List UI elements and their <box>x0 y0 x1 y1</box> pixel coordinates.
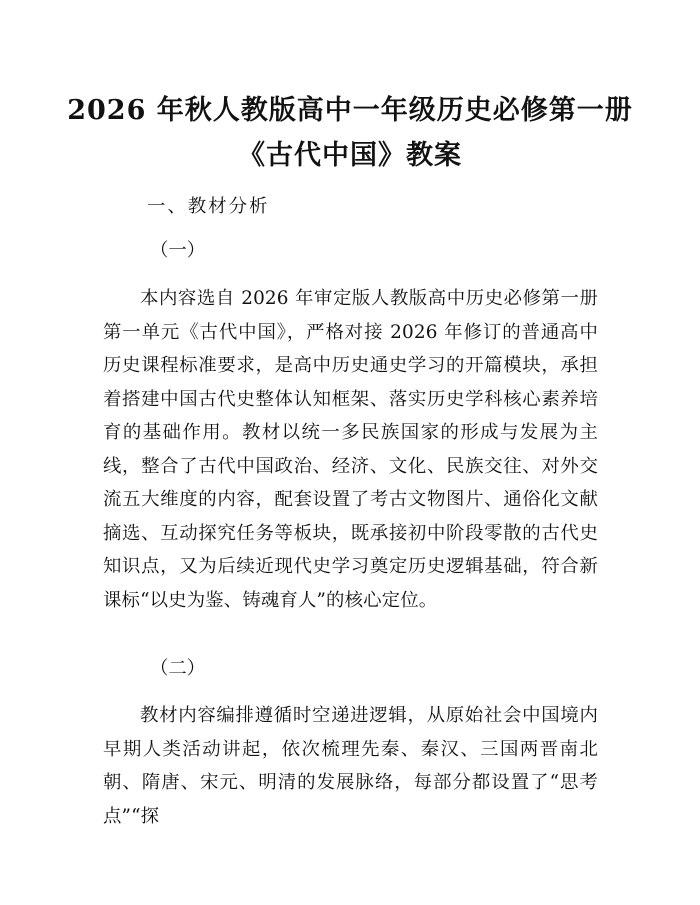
subsection-heading-2: （二） <box>150 658 206 679</box>
paragraph-1: 本内容选自 2026 年审定版人教版高中历史必修第一册第一单元《古代中国》，严格对接 2026 年修订的普通高中历史课程标准要求，是高中历史通史学习的开篇模块，承担着搭建中国古代史整体认知框架、落实历史学科核心素养培育的基础作用。教材以统一多民族国家的形成与发展为主线，整合了古代中国政治、经济、文化、民族交往、对外交流五大维度的内容，配套设置了考古文物图片、通俗化文献摘选、互动探究任务等板块，既承接初中阶段零散的古代史知识点，又为后续近现代史学习奠定历史逻辑基础，符合新课标“以史为鉴、铸魂育人”的核心定位。 <box>103 288 598 611</box>
subsection-heading-1: （一） <box>150 240 206 261</box>
document-title-line-1: 2026 年秋人教版高中一年级历史必修第一册 <box>67 95 633 126</box>
section-heading: 一、教材分析 <box>147 196 270 217</box>
document-title-line-2: 《古代中国》教案 <box>238 140 462 171</box>
paragraph-2: 教材内容编排遵循时空递进逻辑，从原始社会中国境内早期人类活动讲起，依次梳理先秦、秦汉、三国两晋南北朝、隋唐、宋元、明清的发展脉络，每部分都设置了“思考点”“探 <box>103 705 598 827</box>
